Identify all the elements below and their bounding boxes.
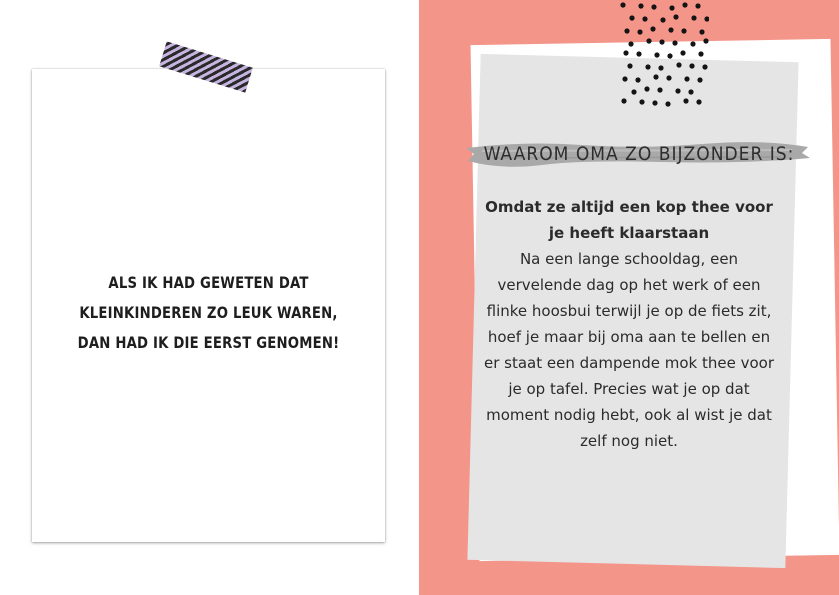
- polka-dot: [667, 53, 672, 58]
- polka-dot: [676, 62, 681, 67]
- polka-dot: [665, 101, 670, 106]
- polka-dot: [698, 51, 703, 56]
- polka-dot: [627, 63, 632, 68]
- polka-dot: [702, 64, 707, 69]
- polka-dot: [620, 2, 625, 7]
- polka-dot: [628, 41, 633, 46]
- polka-dot: [689, 63, 694, 68]
- polka-dot: [646, 38, 651, 43]
- polka-dot: [690, 41, 695, 46]
- polka-dot: [654, 52, 659, 57]
- polka-dot: [631, 89, 636, 94]
- polka-dot: [638, 3, 643, 8]
- polka-dot: [659, 39, 664, 44]
- quote-text: ALS IK HAD GEWETEN DAT KLEINKINDEREN ZO LEUK WAREN, DAN HAD IK DIE EERST GENOMEN!: [77, 273, 340, 352]
- polka-dot: [691, 15, 696, 20]
- polka-dot: [629, 15, 634, 20]
- polka-dot-tape: [619, 0, 709, 110]
- body-text: Na een lange schooldag, een vervelende dag op het werk of een flinke hoosbui terwijl je op de fiets zit, hoef je maar bij oma aan te bellen en er staat een dampende mok thee voor je op tafel. Precies wat je op dat moment nodig hebt, ook al wist je dat zelf nog niet.: [484, 250, 774, 450]
- polka-dot: [636, 51, 641, 56]
- polka-dot: [672, 40, 677, 45]
- polka-dot: [704, 16, 709, 21]
- polka-dot: [650, 26, 655, 31]
- polka-dot: [703, 38, 708, 43]
- left-panel: [0, 0, 419, 595]
- polka-dot: [652, 100, 657, 105]
- polka-dot: [681, 28, 686, 33]
- polka-dot: [660, 17, 665, 22]
- polka-dot: [639, 99, 644, 104]
- polka-dot: [657, 87, 662, 92]
- polka-dot: [621, 98, 626, 103]
- right-panel: [419, 0, 839, 595]
- polka-dot: [624, 28, 629, 33]
- card-body: [479, 194, 779, 454]
- polka-dot: [653, 74, 658, 79]
- polka-dot: [680, 50, 685, 55]
- card-heading: WAAROM OMA ZO BIJZONDER IS:: [483, 143, 795, 165]
- polka-dot: [669, 5, 674, 10]
- polka-dot: [675, 88, 680, 93]
- polka-dot: [684, 76, 689, 81]
- lead-text: Omdat ze altijd een kop thee voor je heeft klaarstaan: [485, 198, 773, 242]
- polka-dot: [645, 64, 650, 69]
- polka-dot: [644, 86, 649, 91]
- polka-dot: [658, 65, 663, 70]
- polka-dot: [668, 27, 673, 32]
- polka-dot: [637, 29, 642, 34]
- polka-dot: [697, 77, 702, 82]
- polka-dot: [635, 77, 640, 82]
- polka-dot: [696, 99, 701, 104]
- polka-dot: [622, 76, 627, 81]
- polka-dot: [666, 75, 671, 80]
- polka-dot: [688, 89, 693, 94]
- polka-dot: [673, 14, 678, 19]
- polka-dot: [682, 2, 687, 7]
- polka-dot: [683, 98, 688, 103]
- polka-dot: [642, 16, 647, 21]
- polka-dot: [699, 29, 704, 34]
- polka-dot: [651, 4, 656, 9]
- polka-dot: [695, 3, 700, 8]
- polka-dot: [623, 50, 628, 55]
